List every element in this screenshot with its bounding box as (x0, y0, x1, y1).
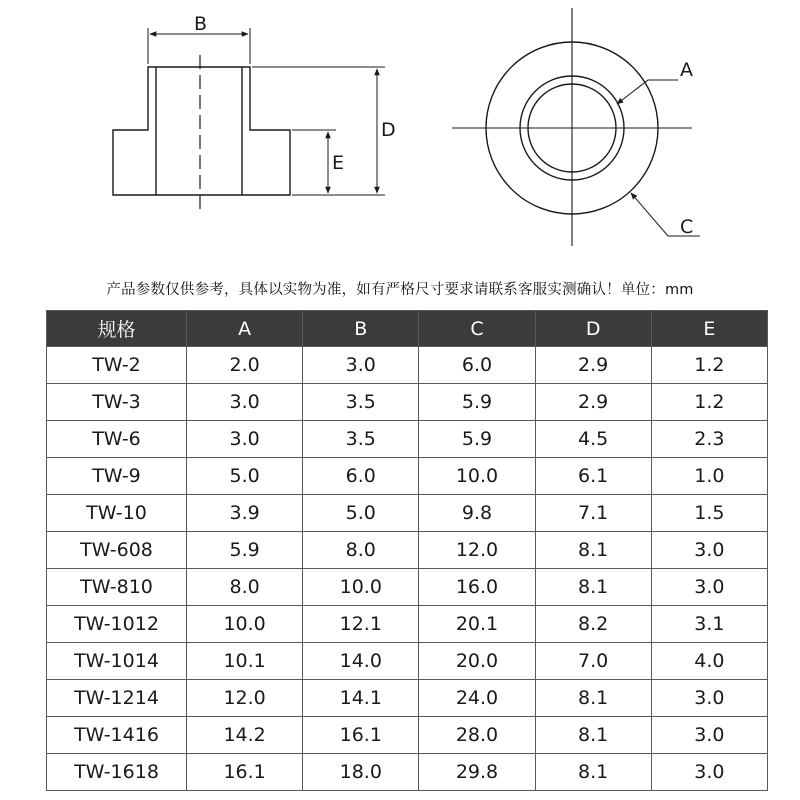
cell-d: 8.2 (535, 606, 651, 643)
cell-c: 24.0 (419, 680, 535, 717)
cell-b: 3.0 (303, 347, 419, 384)
cell-d: 8.1 (535, 680, 651, 717)
cell-a: 14.2 (187, 717, 303, 754)
cell-c: 20.1 (419, 606, 535, 643)
cell-a: 10.1 (187, 643, 303, 680)
cell-model: TW-1014 (47, 643, 187, 680)
table-row (47, 458, 768, 495)
cell-b: 10.0 (303, 569, 419, 606)
cell-e: 1.5 (651, 495, 767, 532)
cell-a: 3.9 (187, 495, 303, 532)
disclaimer-note: 产品参数仅供参考，具体以实物为准，如有严格尺寸要求请联系客服实测确认！单位：mm (106, 282, 694, 298)
cell-a: 8.0 (187, 569, 303, 606)
cell-e: 3.0 (651, 680, 767, 717)
cell-model: TW-6 (47, 421, 187, 458)
cell-c: 9.8 (419, 495, 535, 532)
header-b: B (303, 311, 419, 347)
cell-model: TW-9 (47, 458, 187, 495)
table-row (47, 495, 768, 532)
leader-a (617, 80, 678, 104)
cell-c: 5.9 (419, 421, 535, 458)
cell-d: 7.0 (535, 643, 651, 680)
cell-b: 12.1 (303, 606, 419, 643)
header-a: A (187, 311, 303, 347)
cell-a: 3.0 (187, 384, 303, 421)
cell-a: 2.0 (187, 347, 303, 384)
cell-d: 2.9 (535, 347, 651, 384)
cell-e: 3.0 (651, 717, 767, 754)
cell-e: 3.0 (651, 532, 767, 569)
cell-b: 3.5 (303, 421, 419, 458)
table-row (47, 421, 768, 458)
cell-d: 4.5 (535, 421, 651, 458)
cell-d: 8.1 (535, 717, 651, 754)
cell-model: TW-3 (47, 384, 187, 421)
cell-b: 16.1 (303, 717, 419, 754)
cell-e: 3.0 (651, 754, 767, 791)
cell-a: 16.1 (187, 754, 303, 791)
table-header-row (47, 311, 768, 347)
bushing-outline (113, 67, 290, 195)
header-d: D (535, 311, 651, 347)
cell-a: 12.0 (187, 680, 303, 717)
cell-c: 6.0 (419, 347, 535, 384)
header-model: 规格 (47, 311, 187, 347)
cell-c: 12.0 (419, 532, 535, 569)
label-d: D (381, 119, 396, 141)
cell-c: 20.0 (419, 643, 535, 680)
cell-d: 8.1 (535, 569, 651, 606)
cell-c: 10.0 (419, 458, 535, 495)
table-row (47, 754, 768, 791)
label-a: A (680, 59, 693, 81)
cell-d: 8.1 (535, 754, 651, 791)
cell-model: TW-1618 (47, 754, 187, 791)
cell-d: 7.1 (535, 495, 651, 532)
table-row (47, 606, 768, 643)
table-row (47, 643, 768, 680)
label-b: B (194, 13, 208, 35)
cell-model: TW-1214 (47, 680, 187, 717)
cell-c: 16.0 (419, 569, 535, 606)
cell-a: 10.0 (187, 606, 303, 643)
cell-a: 3.0 (187, 421, 303, 458)
table-row (47, 569, 768, 606)
cell-e: 3.0 (651, 569, 767, 606)
cell-model: TW-810 (47, 569, 187, 606)
cell-c: 5.9 (419, 384, 535, 421)
cell-c: 28.0 (419, 717, 535, 754)
label-e: E (332, 152, 345, 174)
cell-e: 1.2 (651, 347, 767, 384)
cell-b: 6.0 (303, 458, 419, 495)
technical-drawing (0, 0, 800, 270)
cell-b: 3.5 (303, 384, 419, 421)
cell-model: TW-1416 (47, 717, 187, 754)
front-view (452, 8, 700, 246)
cell-b: 14.0 (303, 643, 419, 680)
table-row (47, 384, 768, 421)
cell-c: 29.8 (419, 754, 535, 791)
cell-b: 5.0 (303, 495, 419, 532)
cell-d: 8.1 (535, 532, 651, 569)
cell-a: 5.9 (187, 532, 303, 569)
cell-b: 8.0 (303, 532, 419, 569)
cell-model: TW-608 (47, 532, 187, 569)
label-c: C (680, 216, 694, 238)
cell-e: 1.2 (651, 384, 767, 421)
cell-model: TW-2 (47, 347, 187, 384)
cell-model: TW-1012 (47, 606, 187, 643)
side-view (113, 28, 385, 212)
cell-e: 4.0 (651, 643, 767, 680)
table-row (47, 532, 768, 569)
table-row (47, 347, 768, 384)
cell-e: 1.0 (651, 458, 767, 495)
table-row (47, 680, 768, 717)
header-c: C (419, 311, 535, 347)
table-body (47, 347, 768, 791)
cell-a: 5.0 (187, 458, 303, 495)
cell-b: 14.1 (303, 680, 419, 717)
drawing-svg (0, 0, 800, 270)
header-e: E (651, 311, 767, 347)
spec-table (46, 310, 768, 791)
cell-d: 6.1 (535, 458, 651, 495)
cell-e: 2.3 (651, 421, 767, 458)
cell-e: 3.1 (651, 606, 767, 643)
cell-model: TW-10 (47, 495, 187, 532)
cell-b: 18.0 (303, 754, 419, 791)
cell-d: 2.9 (535, 384, 651, 421)
table-row (47, 717, 768, 754)
